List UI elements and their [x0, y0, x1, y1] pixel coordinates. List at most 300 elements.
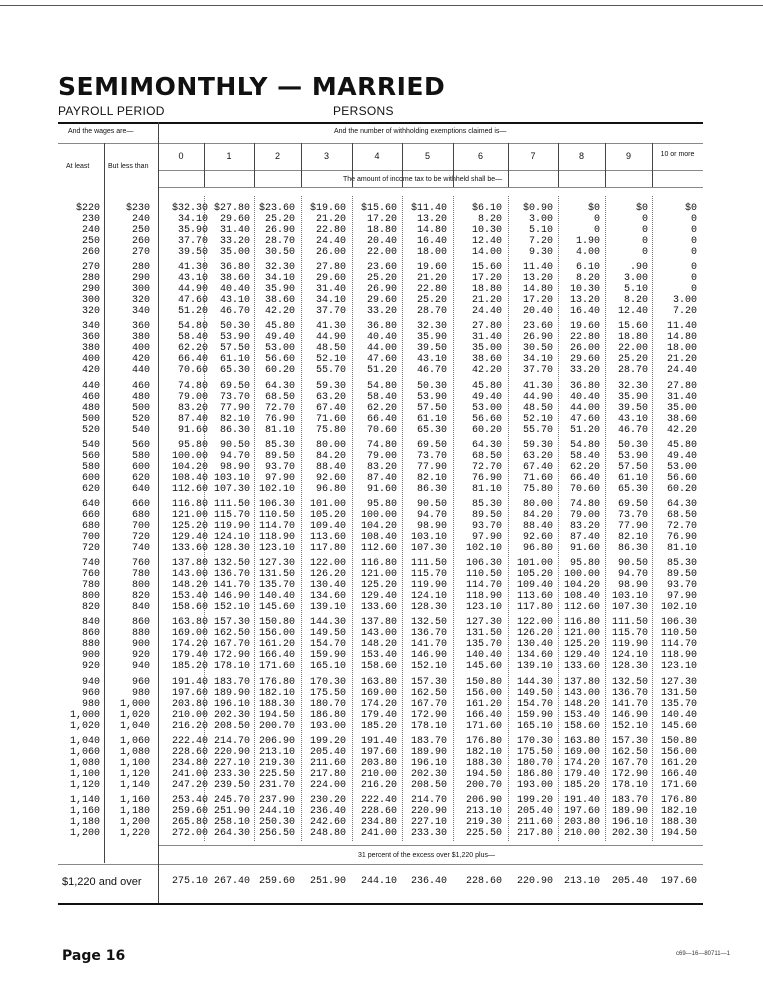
tax-amount-cell: 60.20 [666, 484, 697, 495]
page-title: SEMIMONTHLY — MARRIED [58, 72, 446, 101]
tax-amount-cell: 225.50 [465, 828, 502, 839]
tax-amount-cell: 131.50 [660, 688, 697, 699]
column-number-8: 8 [578, 151, 584, 161]
tax-amount-cell: 216.20 [360, 780, 397, 791]
tax-amount-cell: 29.60 [219, 214, 250, 225]
wage-but-less-than: 620 [131, 473, 150, 484]
tax-amount-cell: 74.80 [366, 440, 397, 451]
tax-amount-cell: 26.90 [366, 284, 397, 295]
tax-amount-cell: 131.50 [258, 569, 295, 580]
tax-amount-cell: 175.50 [516, 747, 553, 758]
tax-amount-cell: 44.90 [177, 284, 208, 295]
wage-at-least: 700 [81, 532, 100, 543]
tax-amount-cell: 42.20 [264, 306, 295, 317]
tax-amount-cell: 53.90 [219, 332, 250, 343]
tax-amount-cell: 185.20 [171, 661, 208, 672]
tax-amount-cell: 167.70 [410, 699, 447, 710]
tax-amount-cell: 132.50 [611, 677, 648, 688]
tax-amount-cell: 96.80 [522, 543, 553, 554]
tax-amount-cell: 63.20 [315, 392, 346, 403]
tax-amount-cell: 139.10 [516, 661, 553, 672]
tax-amount-cell: 94.70 [617, 569, 648, 580]
tax-amount-cell: 183.70 [410, 736, 447, 747]
tax-amount-cell: 113.60 [516, 591, 553, 602]
at-least-heading: At least [66, 163, 90, 170]
tax-amount-cell: 32.30 [416, 321, 447, 332]
tax-amount-cell: 70.60 [569, 484, 600, 495]
tax-amount-cell: 81.10 [264, 425, 295, 436]
tax-amount-cell: 25.20 [617, 354, 648, 365]
tax-amount-cell: 104.20 [171, 462, 208, 473]
tax-amount-cell: 85.30 [666, 558, 697, 569]
top-rule [0, 5, 763, 6]
tax-amount-cell: 82.10 [416, 473, 447, 484]
tax-amount-cell: 128.30 [611, 661, 648, 672]
tax-amount-cell: 189.90 [410, 747, 447, 758]
tax-amount-cell: 109.40 [309, 521, 346, 532]
wage-at-least: 660 [81, 510, 100, 521]
tax-amount-cell: 14.80 [522, 284, 553, 295]
tax-amount-cell: 178.10 [213, 661, 250, 672]
tax-amount-cell: 77.90 [416, 462, 447, 473]
tax-amount-cell: 0 [690, 214, 697, 225]
tax-amount-cell: 145.60 [258, 602, 295, 613]
tax-amount-cell: 169.00 [171, 628, 208, 639]
table-bottom-rule [58, 903, 703, 905]
wage-at-least: 1,120 [69, 780, 100, 791]
tax-amount-cell: 197.60 [360, 747, 397, 758]
tax-amount-cell: 251.90 [213, 806, 250, 817]
tax-amount-cell: 152.10 [213, 602, 250, 613]
tax-amount-cell: 75.80 [522, 484, 553, 495]
column-separator [558, 143, 559, 187]
wage-but-less-than: $230 [125, 203, 150, 214]
excess-note: 31 percent of the excess over $1,220 plus— [358, 852, 495, 859]
tax-amount-cell: 82.10 [219, 414, 250, 425]
tax-amount-cell: 129.40 [171, 532, 208, 543]
tax-amount-cell: 98.90 [416, 521, 447, 532]
tax-amount-cell: 191.40 [563, 795, 600, 806]
wage-but-less-than: 460 [131, 381, 150, 392]
tax-amount-cell: .90 [629, 262, 648, 273]
tax-amount-cell: 111.50 [611, 617, 648, 628]
tax-amount-cell: 219.30 [258, 758, 295, 769]
tax-amount-cell: 178.10 [410, 721, 447, 732]
wage-at-least: 400 [81, 354, 100, 365]
tax-amount-cell: 214.70 [410, 795, 447, 806]
wage-but-less-than: 680 [131, 510, 150, 521]
tax-amount-cell: 88.40 [315, 462, 346, 473]
tax-amount-cell: 107.30 [611, 602, 648, 613]
wage-at-least: 1,020 [69, 721, 100, 732]
tax-amount-cell: 28.70 [617, 365, 648, 376]
tax-amount-cell: 101.00 [516, 558, 553, 569]
wage-but-less-than: 400 [131, 343, 150, 354]
tax-amount-cell: 143.00 [171, 569, 208, 580]
tax-amount-cell: 165.10 [516, 721, 553, 732]
tax-amount-cell: 106.30 [465, 558, 502, 569]
tax-amount-cell: 102.10 [660, 602, 697, 613]
column-number-9: 9 [625, 151, 631, 161]
tax-amount-cell: 89.50 [666, 569, 697, 580]
tax-amount-cell: 8.20 [623, 295, 648, 306]
tax-amount-cell: 105.20 [516, 569, 553, 580]
tax-amount-cell: 119.90 [213, 521, 250, 532]
tax-amount-cell: 11.40 [522, 262, 553, 273]
tax-amount-cell: 125.20 [171, 521, 208, 532]
tax-amount-cell: 13.20 [569, 295, 600, 306]
tax-amount-cell: 178.10 [611, 780, 648, 791]
column-separator [652, 143, 653, 187]
tax-amount-cell: 0 [690, 225, 697, 236]
tax-amount-cell: 107.30 [213, 484, 250, 495]
tax-amount-cell: 34.10 [264, 273, 295, 284]
tax-amount-cell: 86.30 [219, 425, 250, 436]
over-row-cell: 251.90 [309, 876, 346, 887]
tax-amount-cell: 29.60 [366, 295, 397, 306]
tax-amount-cell: 183.70 [213, 677, 250, 688]
tax-amount-cell: $23.60 [258, 203, 295, 214]
amount-heading: The amount of income tax to be withheld shall be— [343, 176, 503, 183]
tax-amount-cell: 108.40 [563, 591, 600, 602]
tax-amount-cell: 43.10 [416, 354, 447, 365]
tax-amount-cell: 141.70 [410, 639, 447, 650]
tax-amount-cell: 224.00 [309, 780, 346, 791]
tax-amount-cell: 83.20 [177, 403, 208, 414]
wage-but-less-than: 700 [131, 521, 150, 532]
over-row-cell: 275.10 [171, 876, 208, 887]
tax-amount-cell: 116.80 [360, 558, 397, 569]
tax-amount-cell: 233.30 [410, 828, 447, 839]
tax-amount-cell: 16.40 [569, 306, 600, 317]
tax-amount-cell: 21.20 [315, 214, 346, 225]
column-separator [453, 143, 454, 187]
over-row-cell: 228.60 [465, 876, 502, 887]
tax-amount-cell: 62.20 [366, 403, 397, 414]
wage-at-least: 760 [81, 569, 100, 580]
tax-amount-cell: 40.40 [569, 392, 600, 403]
tax-amount-cell: 222.40 [171, 736, 208, 747]
tax-amount-cell: 86.30 [416, 484, 447, 495]
tax-amount-cell: 272.00 [171, 828, 208, 839]
tax-amount-cell: 35.90 [264, 284, 295, 295]
column-separator [605, 143, 606, 187]
tax-amount-cell: 136.70 [213, 569, 250, 580]
tax-amount-cell: 51.20 [569, 425, 600, 436]
tax-amount-cell: 47.60 [366, 354, 397, 365]
tax-amount-cell: 220.90 [410, 806, 447, 817]
tax-amount-cell: 5.10 [528, 225, 553, 236]
tax-amount-cell: 31.40 [471, 332, 502, 343]
tax-amount-cell: 146.90 [611, 710, 648, 721]
tax-amount-cell: $0 [684, 203, 697, 214]
wage-but-less-than: 440 [131, 365, 150, 376]
wage-but-less-than: 340 [131, 306, 150, 317]
tax-amount-cell: 46.70 [416, 365, 447, 376]
tax-amount-cell: 153.40 [563, 710, 600, 721]
tax-amount-cell: 149.50 [309, 628, 346, 639]
tax-amount-cell: 45.80 [666, 440, 697, 451]
over-row-cell: 197.60 [660, 876, 697, 887]
wage-but-less-than: 1,000 [119, 699, 150, 710]
tax-amount-cell: 182.10 [660, 806, 697, 817]
wage-but-less-than: 760 [131, 558, 150, 569]
tax-amount-cell: 91.60 [177, 425, 208, 436]
tax-amount-cell: 135.70 [258, 580, 295, 591]
tax-amount-cell: 88.40 [522, 521, 553, 532]
tax-amount-cell: 114.70 [465, 580, 502, 591]
tax-amount-cell: 31.40 [315, 284, 346, 295]
wage-but-less-than: 520 [131, 414, 150, 425]
wage-at-least: 480 [81, 403, 100, 414]
wage-at-least: 1,080 [69, 758, 100, 769]
tax-amount-cell: 157.30 [410, 677, 447, 688]
tax-amount-cell: 172.90 [611, 769, 648, 780]
tax-amount-cell: 28.70 [264, 236, 295, 247]
wage-but-less-than: 1,140 [119, 780, 150, 791]
tax-amount-cell: 245.70 [213, 795, 250, 806]
tax-amount-cell: 183.70 [611, 795, 648, 806]
tax-amount-cell: 7.20 [528, 236, 553, 247]
tax-amount-cell: 61.10 [416, 414, 447, 425]
tax-amount-cell: 64.30 [264, 381, 295, 392]
tax-amount-cell: 82.10 [617, 532, 648, 543]
tax-amount-cell: 259.60 [171, 806, 208, 817]
tax-amount-cell: 119.90 [611, 639, 648, 650]
tax-amount-cell: 203.80 [171, 699, 208, 710]
tax-amount-cell: 53.00 [471, 403, 502, 414]
wage-at-least: 260 [81, 247, 100, 258]
tax-amount-cell: 206.90 [465, 795, 502, 806]
tax-amount-cell: 158.60 [171, 602, 208, 613]
tax-amount-cell: 44.00 [366, 343, 397, 354]
tax-amount-cell: 44.90 [315, 332, 346, 343]
tax-amount-cell: 156.00 [258, 628, 295, 639]
tax-amount-cell: 36.80 [366, 321, 397, 332]
tax-amount-cell: 76.90 [666, 532, 697, 543]
wage-but-less-than: 560 [131, 440, 150, 451]
tax-amount-cell: 112.60 [171, 484, 208, 495]
tax-amount-cell: 39.50 [177, 247, 208, 258]
wage-at-least: 580 [81, 462, 100, 473]
tax-amount-cell: 165.10 [309, 661, 346, 672]
wage-at-least: 360 [81, 332, 100, 343]
wage-but-less-than: 300 [131, 284, 150, 295]
tax-amount-cell: 148.20 [563, 699, 600, 710]
tax-amount-cell: 208.50 [410, 780, 447, 791]
wage-but-less-than: 980 [131, 688, 150, 699]
wage-at-least: 1,100 [69, 769, 100, 780]
tax-amount-cell: 216.20 [171, 721, 208, 732]
wage-at-least: 840 [81, 617, 100, 628]
tax-amount-cell: 222.40 [360, 795, 397, 806]
tax-amount-cell: 42.20 [666, 425, 697, 436]
wage-at-least: 640 [81, 499, 100, 510]
tax-amount-cell: 0 [641, 214, 648, 225]
column-number-rule [158, 170, 703, 171]
tax-amount-cell: 87.40 [177, 414, 208, 425]
tax-amount-cell: 70.60 [177, 365, 208, 376]
page-number: Page 16 [62, 948, 126, 964]
tax-amount-cell: 3.00 [623, 273, 648, 284]
tax-amount-cell: 126.20 [516, 628, 553, 639]
wage-at-least: 780 [81, 580, 100, 591]
tax-amount-cell: 79.00 [177, 392, 208, 403]
tax-amount-cell: 92.60 [522, 532, 553, 543]
tax-amount-cell: 115.70 [611, 628, 648, 639]
tax-amount-cell: 41.30 [177, 262, 208, 273]
tax-amount-cell: 41.30 [315, 321, 346, 332]
tax-amount-cell: 14.00 [471, 247, 502, 258]
wage-but-less-than: 1,080 [119, 747, 150, 758]
tax-amount-cell: 265.80 [171, 817, 208, 828]
tax-amount-cell: 150.80 [258, 617, 295, 628]
tax-amount-cell: 18.00 [666, 343, 697, 354]
tax-amount-cell: 220.90 [213, 747, 250, 758]
tax-amount-cell: 125.20 [563, 639, 600, 650]
tax-amount-cell: 34.10 [315, 295, 346, 306]
tax-amount-cell: 241.00 [360, 828, 397, 839]
tax-amount-cell: 156.00 [465, 688, 502, 699]
tax-amount-cell: 137.80 [360, 617, 397, 628]
wage-but-less-than: 1,220 [119, 828, 150, 839]
tax-amount-cell: 112.60 [360, 543, 397, 554]
over-row-cell: 205.40 [611, 876, 648, 887]
tax-amount-cell: 137.80 [171, 558, 208, 569]
wage-at-least: 1,140 [69, 795, 100, 806]
column-number-10: 10 or more [660, 151, 695, 158]
wage-but-less-than: 1,060 [119, 736, 150, 747]
tax-amount-cell: 157.30 [213, 617, 250, 628]
tax-amount-cell: 27.80 [471, 321, 502, 332]
tax-amount-cell: 123.10 [258, 543, 295, 554]
tax-amount-cell: 42.20 [471, 365, 502, 376]
tax-amount-cell: 162.50 [410, 688, 447, 699]
tax-amount-cell: 196.10 [213, 699, 250, 710]
tax-amount-cell: 96.80 [315, 484, 346, 495]
column-separator [301, 143, 302, 187]
tax-amount-cell: 123.10 [660, 661, 697, 672]
column-number-1: 1 [226, 151, 232, 161]
tax-amount-cell: 62.20 [569, 462, 600, 473]
tax-amount-cell: 20.40 [522, 306, 553, 317]
tax-amount-cell: 114.70 [660, 639, 697, 650]
tax-amount-cell: 64.30 [471, 440, 502, 451]
wage-at-least: 440 [81, 381, 100, 392]
wage-at-least: 380 [81, 343, 100, 354]
tax-amount-cell: 28.70 [416, 306, 447, 317]
tax-amount-cell: 180.70 [309, 699, 346, 710]
tax-amount-cell: 72.70 [264, 403, 295, 414]
tax-amount-cell: 129.40 [563, 650, 600, 661]
exemptions-heading: And the number of withholding exemptions claimed is— [334, 128, 507, 135]
tax-amount-cell: 227.10 [410, 817, 447, 828]
header-rule [58, 143, 703, 144]
tax-amount-cell: 56.60 [264, 354, 295, 365]
tax-amount-cell: 19.60 [416, 262, 447, 273]
tax-amount-cell: 133.60 [563, 661, 600, 672]
tax-amount-cell: 41.30 [522, 381, 553, 392]
tax-amount-cell: 189.90 [611, 806, 648, 817]
tax-amount-cell: 141.70 [213, 580, 250, 591]
tax-amount-cell: 244.10 [258, 806, 295, 817]
tax-amount-cell: 111.50 [410, 558, 447, 569]
tax-amount-cell: 119.90 [410, 580, 447, 591]
tax-amount-cell: 130.40 [309, 580, 346, 591]
tax-amount-cell: 154.70 [309, 639, 346, 650]
tax-amount-cell: 22.80 [416, 284, 447, 295]
column-separator [254, 143, 255, 187]
tax-amount-cell: 107.30 [410, 543, 447, 554]
wage-at-least: 880 [81, 639, 100, 650]
tax-amount-cell: 145.60 [465, 661, 502, 672]
tax-amount-cell: 65.30 [416, 425, 447, 436]
tax-amount-cell: 132.50 [213, 558, 250, 569]
tax-amount-cell: 97.90 [666, 591, 697, 602]
tax-amount-cell: 162.50 [213, 628, 250, 639]
print-code: c69—16—80711—1 [676, 951, 730, 957]
tax-amount-cell: 153.40 [171, 591, 208, 602]
tax-amount-cell: 0 [641, 225, 648, 236]
tax-amount-cell: 161.20 [258, 639, 295, 650]
wage-at-least: 820 [81, 602, 100, 613]
tax-amount-cell: 171.60 [660, 780, 697, 791]
over-row-label: $1,220 and over [62, 876, 142, 888]
wage-at-least: 230 [81, 214, 100, 225]
over-row-rule [58, 864, 703, 865]
tax-amount-cell: $27.80 [213, 203, 250, 214]
tax-amount-cell: 128.30 [410, 602, 447, 613]
tax-amount-cell: 53.90 [416, 392, 447, 403]
tax-amount-cell: 145.60 [660, 721, 697, 732]
wage-but-less-than: 240 [131, 214, 150, 225]
tax-amount-cell: 22.00 [617, 343, 648, 354]
tax-amount-cell: 6.10 [575, 262, 600, 273]
tax-amount-cell: 26.90 [264, 225, 295, 236]
tax-amount-cell: 90.50 [219, 440, 250, 451]
tax-amount-cell: 65.30 [617, 484, 648, 495]
tax-amount-cell: 79.00 [366, 451, 397, 462]
wage-but-less-than: 540 [131, 425, 150, 436]
wage-but-less-than: 580 [131, 451, 150, 462]
tax-amount-cell: 94.70 [219, 451, 250, 462]
tax-amount-cell: 211.60 [309, 758, 346, 769]
tax-amount-cell: 61.10 [219, 354, 250, 365]
tax-amount-cell: 135.70 [660, 699, 697, 710]
tax-amount-cell: 81.10 [666, 543, 697, 554]
tax-amount-cell: 102.10 [258, 484, 295, 495]
tax-amount-cell: 22.80 [569, 332, 600, 343]
tax-amount-cell: 48.50 [315, 343, 346, 354]
tax-amount-cell: 140.40 [465, 650, 502, 661]
tax-amount-cell: 68.50 [264, 392, 295, 403]
tax-amount-cell: 131.50 [465, 628, 502, 639]
tax-amount-cell: 93.70 [264, 462, 295, 473]
tax-amount-cell: 62.20 [177, 343, 208, 354]
tax-amount-cell: 166.40 [465, 710, 502, 721]
tax-amount-cell: 166.40 [660, 769, 697, 780]
tax-amount-cell: 50.30 [617, 440, 648, 451]
tax-amount-cell: 79.00 [569, 510, 600, 521]
wage-at-least: 520 [81, 425, 100, 436]
tax-amount-cell: 185.20 [563, 780, 600, 791]
wage-but-less-than: 250 [131, 225, 150, 236]
tax-amount-cell: $32.30 [171, 203, 208, 214]
tax-amount-cell: 22.80 [315, 225, 346, 236]
tax-amount-cell: 110.50 [465, 569, 502, 580]
tax-amount-cell: 106.30 [660, 617, 697, 628]
tax-amount-cell: 25.20 [416, 295, 447, 306]
